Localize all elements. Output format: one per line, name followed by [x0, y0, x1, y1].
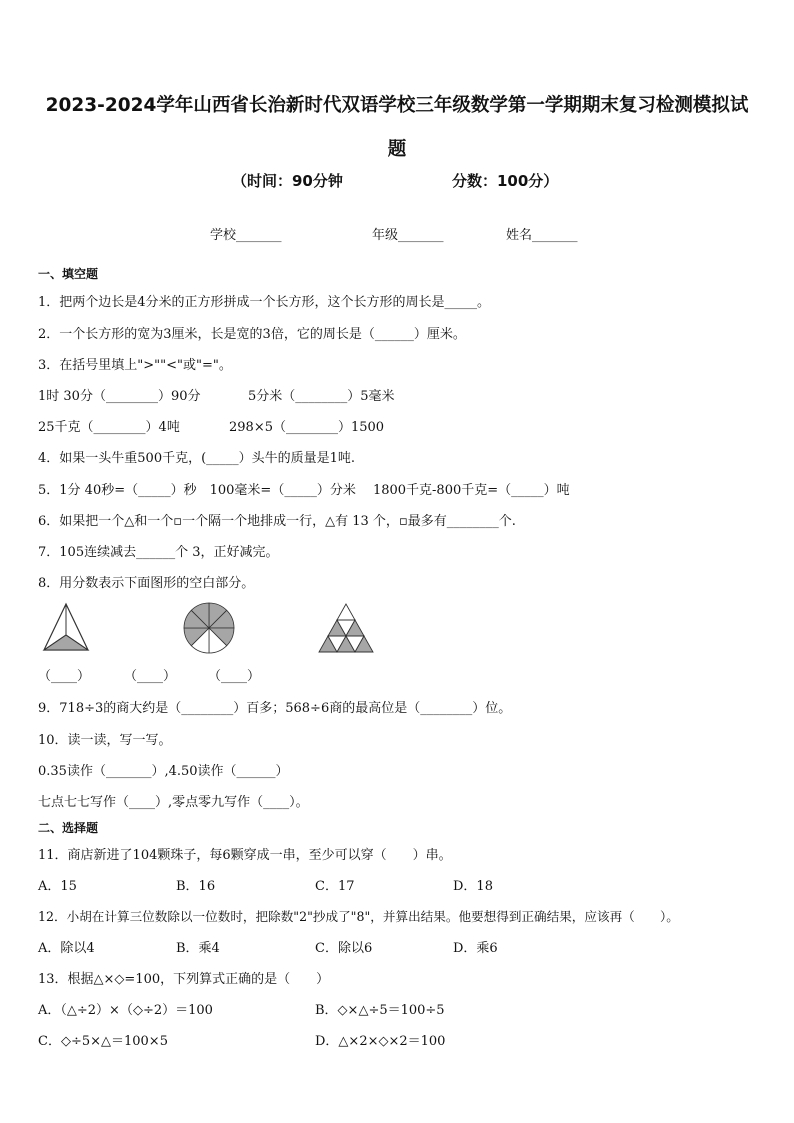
question-10-a: 0.35读作（_______）,4.50读作（______）	[38, 764, 289, 779]
q12-option-b[interactable]: B．乘4	[176, 941, 220, 956]
question-5: 5．1分 40秒=（_____）秒 100毫米=（_____）分米 1800千克-800千克=（_____）吨	[38, 483, 570, 498]
total-score: 分数：100分）	[452, 172, 559, 190]
question-10-b: 七点七七写作（____）,零点零九写作（____）。	[38, 795, 309, 810]
question-3-c: 25千克（________）4吨	[38, 420, 180, 435]
question-7: 7．105连续减去______个 3，正好减完。	[38, 545, 279, 560]
q12-option-a[interactable]: A．除以4	[38, 941, 95, 956]
question-10: 10．读一读，写一写。	[38, 733, 172, 748]
question-11: 11．商店新进了104颗珠子，每6颗穿成一串，至少可以穿（ ）串。	[38, 848, 452, 863]
title-line-1: 2023-2024学年山西省长治新时代双语学校三年级数学第一学期期末复习检测模拟试	[45, 95, 749, 116]
name-field[interactable]: 姓名_______	[506, 228, 578, 243]
figure-circle-eighths	[180, 602, 238, 654]
question-12: 12．小胡在计算三位数除以一位数时，把除数"2"抄成了"8"，并算出结果。他要想得到正确结果，应该再（ ）。	[38, 909, 679, 924]
question-3-d: 298×5（________）1500	[229, 420, 385, 435]
figure-2-answer-blank[interactable]: （____）	[124, 669, 177, 684]
q12-option-d[interactable]: D．乘6	[453, 941, 498, 956]
question-6: 6．如果把一个△和一个▫一个隔一个地排成一行，△有 13 个，▫最多有________个.	[38, 514, 516, 529]
grade-field[interactable]: 年级_______	[372, 228, 444, 243]
question-3-a: 1时 30分（________）90分	[38, 389, 201, 404]
page-title	[20, 84, 774, 172]
figure-triangle-thirds	[40, 602, 92, 654]
section-fill-blank: 一、填空题	[38, 267, 99, 281]
q11-option-d[interactable]: D．18	[453, 879, 493, 894]
q11-option-b[interactable]: B．16	[176, 879, 216, 894]
figure-3-answer-blank[interactable]: （____）	[208, 669, 261, 684]
question-13: 13．根据△×◇=100，下列算式正确的是（ ）	[38, 972, 330, 987]
question-3: 3．在括号里填上">""<"或"="。	[38, 358, 232, 373]
title-line-2: 题	[387, 139, 407, 160]
question-2: 2．一个长方形的宽为3厘米，长是宽的3倍，它的周长是（______）厘米。	[38, 327, 466, 342]
time-limit: （时间：90分钟	[232, 172, 343, 190]
section-multiple-choice: 二、选择题	[38, 821, 99, 835]
q13-option-b[interactable]: B．◇×△÷5＝100÷5	[315, 1003, 445, 1018]
q13-option-c[interactable]: C．◇÷5×△＝100×5	[38, 1034, 168, 1049]
question-1: 1．把两个边长是4分米的正方形拼成一个长方形，这个长方形的周长是_____。	[38, 295, 491, 310]
question-8: 8．用分数表示下面图形的空白部分。	[38, 576, 255, 591]
figure-triangle-ninths	[314, 602, 378, 654]
q13-option-a[interactable]: A．（△÷2）×（◇÷2）＝100	[38, 1003, 213, 1018]
q11-option-c[interactable]: C．17	[315, 879, 355, 894]
q13-option-d[interactable]: D．△×2×◇×2＝100	[315, 1034, 446, 1049]
figure-1-answer-blank[interactable]: （____）	[38, 669, 91, 684]
small-triangle-blank	[337, 604, 355, 620]
school-field[interactable]: 学校_______	[210, 228, 282, 243]
q11-option-a[interactable]: A．15	[38, 879, 77, 894]
question-9: 9．718÷3的商大约是（________）百多；568÷6商的最高位是（________）位。	[38, 701, 512, 716]
question-4: 4．如果一头牛重500千克，(_____）头牛的质量是1吨.	[38, 451, 356, 466]
question-3-b: 5分米（________）5毫米	[248, 389, 395, 404]
q12-option-c[interactable]: C．除以6	[315, 941, 373, 956]
